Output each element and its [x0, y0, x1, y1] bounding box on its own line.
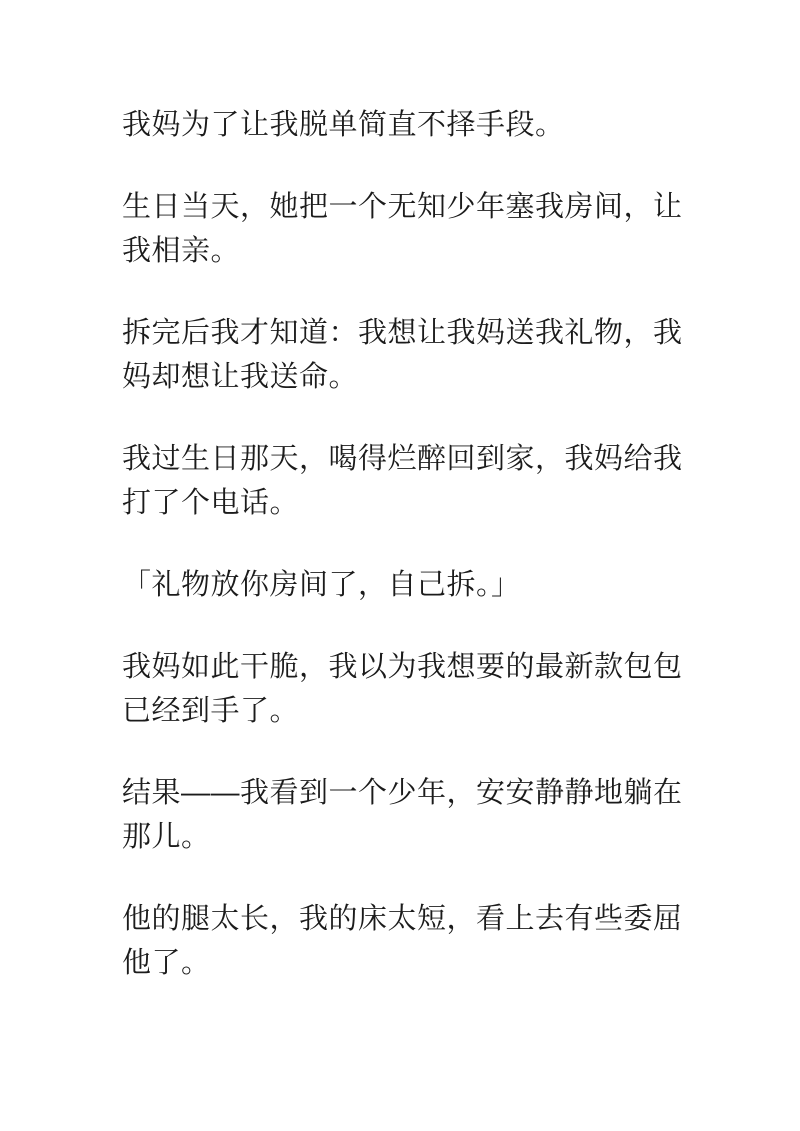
- paragraph-8: [122, 897, 695, 985]
- text-line: 妈却想让我送命。: [122, 361, 359, 393]
- text-line: 他了。: [122, 947, 211, 979]
- text-line: 他的腿太长，我的床太短，看上去有些委屈: [122, 903, 683, 935]
- paragraph-2: [122, 185, 695, 273]
- text-line: 我过生日那天，喝得烂醉回到家，我妈给我: [122, 443, 683, 475]
- text-line: 那儿。: [122, 821, 211, 853]
- text-line: 我妈为了让我脱单简直不择手段。: [122, 109, 565, 141]
- text-line: 已经到手了。: [122, 695, 300, 727]
- text-line: 「礼物放你房间了，自己拆。」: [122, 569, 521, 601]
- paragraph-5-dialogue: [122, 563, 695, 607]
- text-line: 我妈如此干脆，我以为我想要的最新款包包: [122, 651, 683, 683]
- paragraph-6: [122, 645, 695, 733]
- text-line: 打了个电话。: [122, 487, 300, 519]
- text-line: 我相亲。: [122, 235, 241, 267]
- paragraph-4: [122, 437, 695, 525]
- paragraph-1: [122, 103, 695, 147]
- text-line: 拆完后我才知道：我想让我妈送我礼物，我: [122, 317, 683, 349]
- paragraph-3: [122, 311, 695, 399]
- text-line: 生日当天，她把一个无知少年塞我房间，让: [122, 191, 683, 223]
- paragraph-7: [122, 771, 695, 859]
- text-line: 结果——我看到一个少年，安安静静地躺在: [122, 777, 683, 809]
